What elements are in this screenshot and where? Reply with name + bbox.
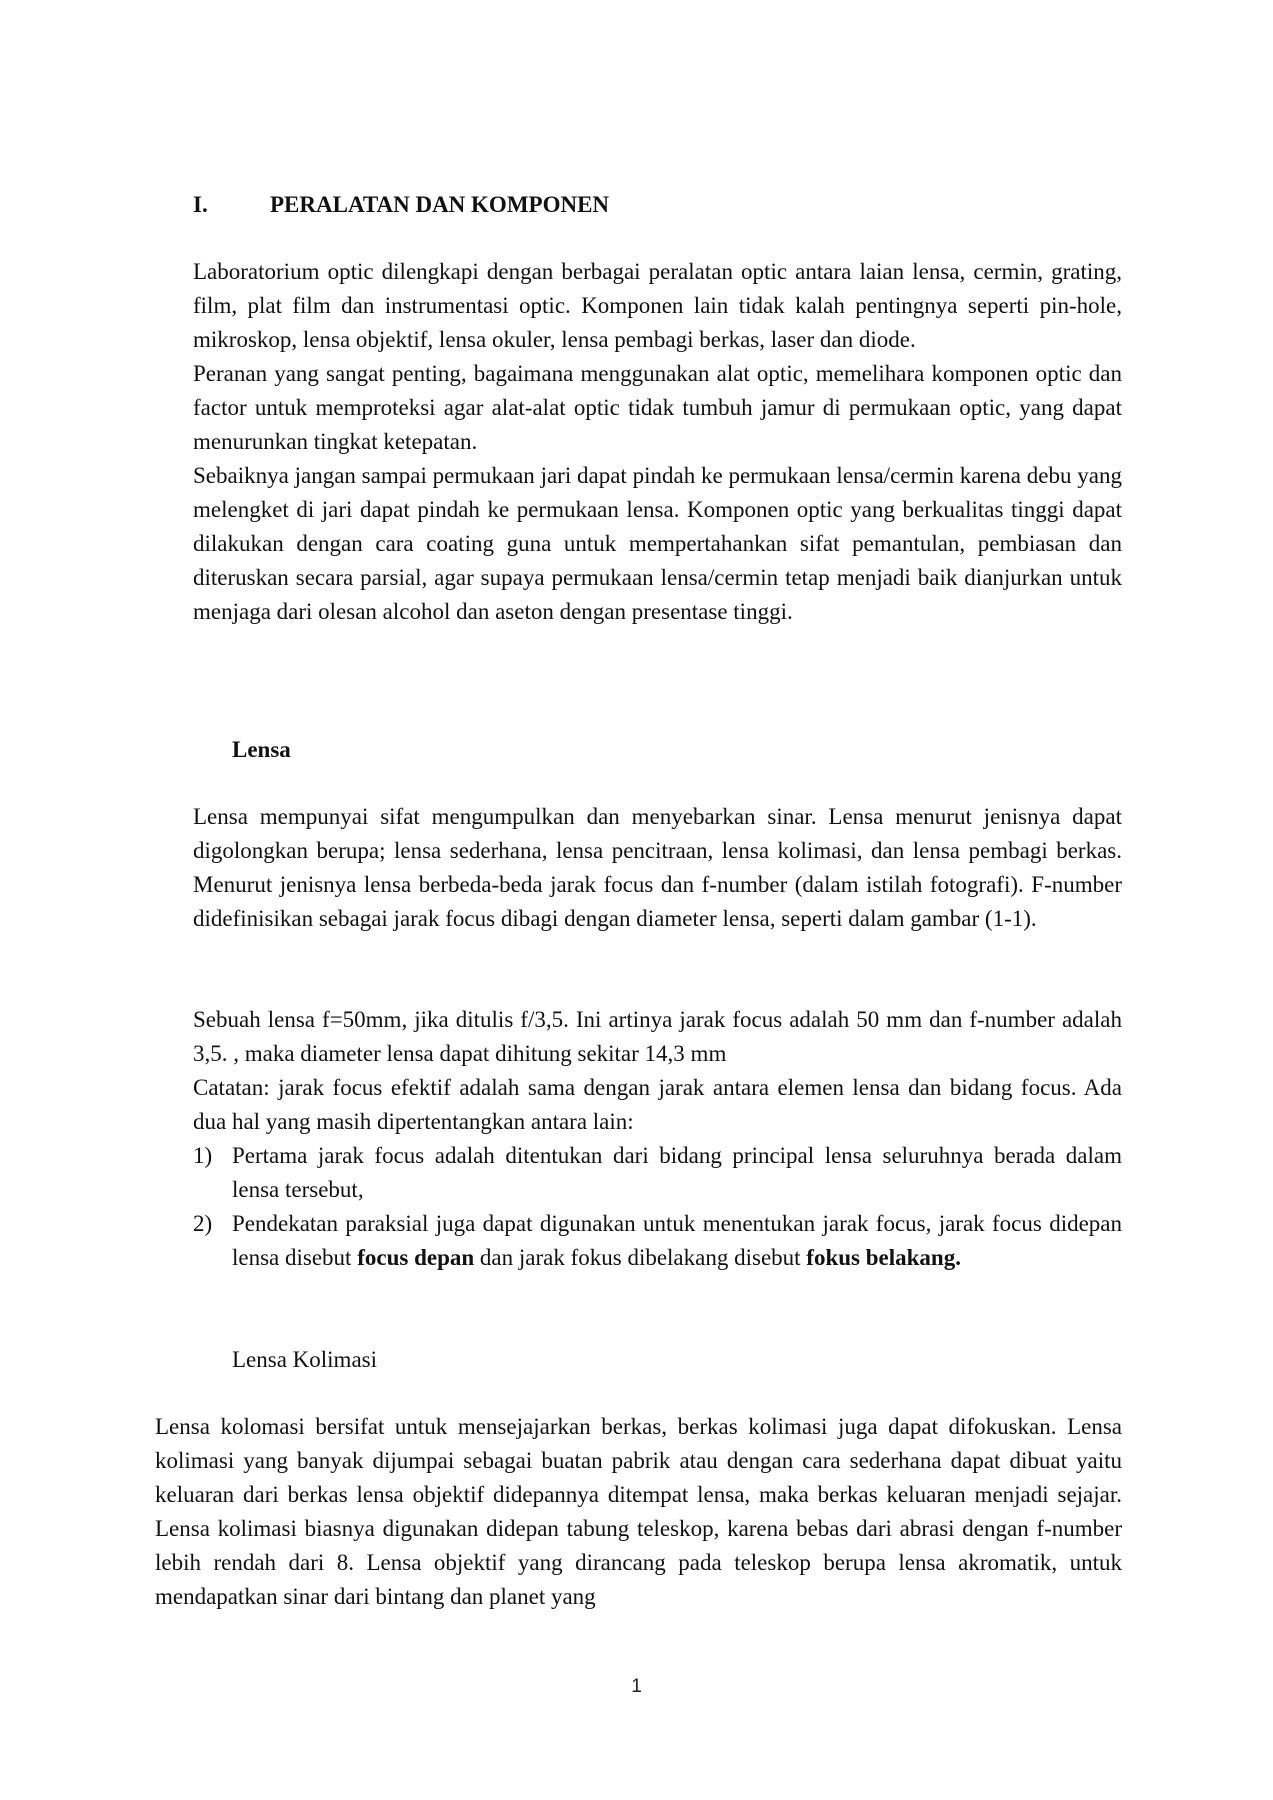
intro-block	[193, 255, 1122, 629]
intro-paragraph: Sebaiknya jangan sampai permukaan jari dapat pindah ke permukaan lensa/cermin karena debu yang melengket di jari dapat pindah ke permukaan lensa. Komponen optic yang berkualitas tinggi dapat dilakukan dengan cara coating guna untuk mempertahankan sifat pemantulan, pembiasan dan diteruskan secara parsial, agar supaya permukaan lensa/cermin tetap menjadi baik dianjurkan untuk menjaga dari olesan alcohol dan aseton dengan presentase tinggi.	[193, 463, 1122, 624]
intro-paragraph: Laboratorium optic dilengkapi dengan berbagai peralatan optic antara laian lensa, cermin, grating, film, plat film dan instrumentasi optic. Komponen lain tidak kalah pentingnya seperti pin-hole, mikroskop, lensa objektif, lensa okuler, lensa pembagi berkas, laser dan diode.	[193, 259, 1122, 352]
list-item-text: Pendekatan paraksial juga dapat digunakan untuk menentukan jarak focus, jarak focus didepan lensa disebut	[232, 1211, 1122, 1270]
list-item	[193, 1207, 1122, 1275]
bold-term: focus depan	[357, 1245, 475, 1270]
page-number: 1	[631, 1676, 642, 1697]
lensa-heading: Lensa	[232, 737, 291, 762]
lensa-paragraph: Lensa mempunyai sifat mengumpulkan dan menyebarkan sinar. Lensa menurut jenisnya dapat digolongkan berupa; lensa sederhana, lensa pencitraan, lensa kolimasi, dan lensa pembagi berkas. Menurut jenisnya lensa berbeda-beda jarak focus dan f-number (dalam istilah fotografi). F-number didefinisikan sebagai jarak focus dibagi dengan diameter lensa, seperti dalam gambar (1-1).	[193, 804, 1122, 931]
bold-term: fokus belakang.	[806, 1245, 961, 1270]
section-number: I.	[193, 192, 208, 217]
intro-paragraph: Peranan yang sangat penting, bagaimana menggunakan alat optic, memelihara komponen optic dan factor untuk memproteksi agar alat-alat optic tidak tumbuh jamur di permukaan optic, yang dapat menurunkan tingkat ketepatan.	[193, 361, 1122, 454]
section-heading	[193, 188, 609, 222]
kolimasi-heading: Lensa Kolimasi	[232, 1347, 377, 1372]
list-item-text: dan jarak fokus dibelakang disebut	[474, 1245, 807, 1270]
focus-list	[193, 1139, 1122, 1275]
lensa-note: Catatan: jarak focus efektif adalah sama dengan jarak antara elemen lensa dan bidang focus. Ada dua hal yang masih dipertentangkan antara lain:	[193, 1075, 1122, 1134]
lensa-example-block	[193, 1003, 1122, 1139]
list-marker: 1)	[193, 1143, 213, 1168]
list-item-text: Pertama jarak focus adalah ditentukan dari bidang principal lensa seluruhnya berada dalam lensa tersebut,	[232, 1143, 1122, 1202]
list-item	[193, 1139, 1122, 1207]
list-marker: 2)	[193, 1211, 213, 1236]
kolimasi-paragraph: Lensa kolomasi bersifat untuk mensejajarkan berkas, berkas kolimasi juga dapat difokuskan. Lensa kolimasi yang banyak dijumpai sebagai buatan pabrik atau dengan cara sederhana dapat dibuat yaitu keluaran dari berkas lensa objektif didepannya ditempat lensa, maka berkas keluaran menjadi sejajar. Lensa kolimasi biasnya digunakan didepan tabung teleskop, karena bebas dari abrasi dengan f-number lebih rendah dari 8. Lensa objektif yang dirancang pada teleskop berupa lensa akromatik, untuk mendapatkan sinar dari bintang dan planet yang	[155, 1414, 1122, 1609]
section-title: PERALATAN DAN KOMPONEN	[270, 192, 610, 217]
lensa-example: Sebuah lensa f=50mm, jika ditulis f/3,5. Ini artinya jarak focus adalah 50 mm dan f-number adalah 3,5. , maka diameter lensa dapat dihitung sekitar 14,3 mm	[193, 1007, 1122, 1066]
